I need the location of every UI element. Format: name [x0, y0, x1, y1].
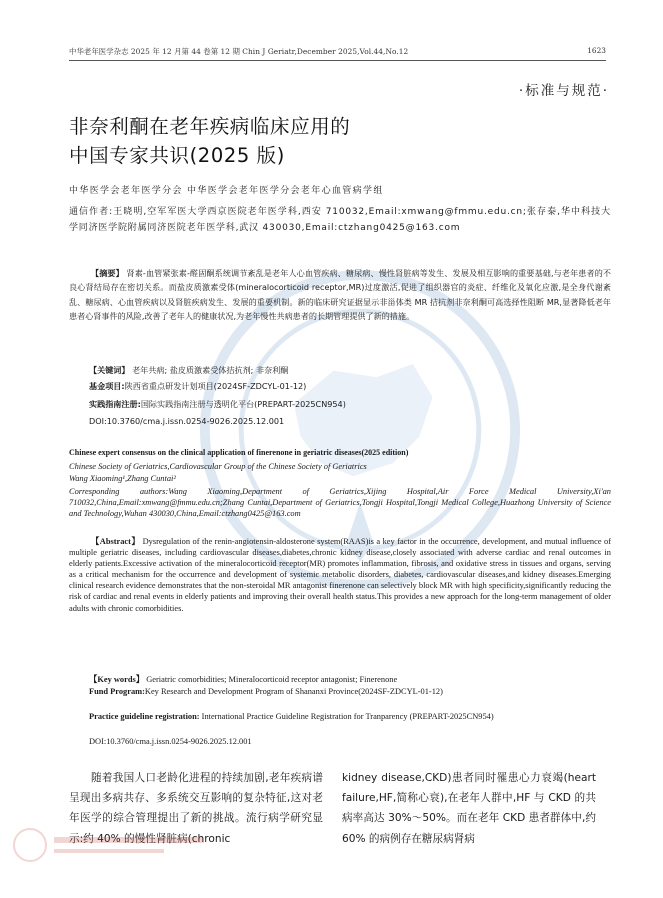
- fund-en-text: Key Research and Development Program of Shananxi Province(2024SF-ZDCYL-01-12): [144, 687, 443, 696]
- keywords-zh-text: 老年共病; 盐皮质激素受体拮抗剂; 非奈利酮: [132, 365, 289, 375]
- fund-zh-label: 基金项目:: [89, 381, 125, 391]
- author-organizations: 中华医学会老年医学分会 中华医学会老年医学分会老年心血管病学组: [69, 186, 384, 196]
- title-line-1: 非奈利酮在老年疾病临床应用的: [69, 115, 351, 138]
- abstract-en: [69, 536, 611, 614]
- title-line-2: 中国专家共识(2025 版): [69, 144, 285, 167]
- fund-zh-text: 陕西省重点研发计划项目(2024SF-ZDCYL-01-12): [124, 381, 307, 391]
- doi-en: DOI:10.3760/cma.j.issn.0254-9026.2025.12.001: [89, 737, 252, 746]
- article-title: [69, 112, 350, 170]
- registration-zh-text: 国际实践指南注册与透明化平台(PREPART-2025CN954): [140, 399, 346, 409]
- english-orgs: Chinese Society of Geriatrics,Cardiovascular Group of the Chinese Society of Geriatrics: [69, 462, 367, 471]
- registration-en-text: International Practice Guideline Registration for Tranparency (PREPART-2025CN954): [201, 712, 494, 721]
- keywords-en: [69, 674, 611, 685]
- abstract-en-label: 【Abstract】: [91, 537, 141, 546]
- body-column-right: kidney disease,CKD)患者同时罹患心力衰竭(heart failure,HF,简称心衰),在老年人群中,HF 与 CKD 的共病率高达 30%～50%。而在老年 CKD 患者群体中,约 60% 的病例存在糖尿病肾病: [342, 772, 596, 845]
- abstract-en-text: Dysregulation of the renin-angiotensin-aldosterone system(RAAS)is a key factor in the occurrence, development, and mutual influence of multiple geriatric diseases, including cardiovascular diseases,diabetes,chronic kidney disease,closely associated with adverse cardiac and renal outcomes in elderly patients.Excessive activation of the mineralocorticoid receptor(MR) promotes inflammation, fibrosis, and oxidative stress in tissues and organs, serving as a critical mechanism for the occurrence and development of systemic metabolic disorders, diabetes, cardiovascular diseases,and kidney diseases.Emerging clinical research evidence demonstrates that the non-steroidal MR antagonist finerenone can selectively block MR with high specificity,significantly reducing the risk of cardiac and renal events in elderly patients and improving their overall health status.This provides a new approach for the long-term management of older adults with chronic comorbidities.: [69, 537, 611, 613]
- english-corresponding: Corresponding authors:Wang Xiaoming,Department of Geriatrics,Xijing Hospital,Air Force Medical University,Xi'an 710032,China,Email:xmwang@fmmu.edu.cn;Zhang Cuntai,Department of Geriatrics,Tongji Hospital,Tongji Medical College,Huazhong University of Science and Technology,Wuhan 430030,China,Email:ctzhang0425@163.com: [69, 487, 611, 519]
- fund-zh: [89, 381, 306, 392]
- journal-header: 中华老年医学杂志 2025 年 12 月第 44 卷第 12 期 Chin J Geriatr,December 2025,Vol.44,No.12: [69, 47, 409, 56]
- keywords-zh: [89, 365, 288, 376]
- keywords-en-label: 【Key words】: [89, 675, 145, 684]
- doi-zh: DOI:10.3760/cma.j.issn.0254-9026.2025.12.001: [89, 416, 285, 426]
- fund-en: [69, 686, 611, 697]
- english-title: Chinese expert consensus on the clinical application of finerenone in geriatric diseases(2025 edition): [69, 448, 409, 457]
- registration-zh-label: 实践指南注册:: [89, 399, 141, 409]
- fund-en-label: Fund Program:: [89, 687, 145, 696]
- abstract-zh: [69, 266, 611, 324]
- keywords-zh-label: 【关键词】: [89, 365, 130, 375]
- abstract-zh-label: 【摘要】: [91, 268, 124, 278]
- registration-en: [69, 711, 611, 722]
- corresponding-authors: 通信作者:王晓明,空军军医大学西京医院老年医学科,西安 710032,Email:xmwang@fmmu.edu.cn;张存泰,华中科技大学同济医学院附属同济医院老年医学科,武汉 430030,Email:ctzhang0425@163.com: [69, 207, 611, 233]
- english-authors: Wang Xiaoming¹,Zhang Cuntai²: [69, 474, 176, 483]
- registration-zh: [89, 399, 346, 410]
- registration-en-label: Practice guideline registration:: [89, 712, 200, 721]
- section-tag: ·标准与规范·: [518, 83, 609, 99]
- abstract-zh-text: 肾素-血管紧张素-醛固酮系统调节紊乱是老年人心血管疾病、糖尿病、慢性肾脏病等发生、发展及相互影响的重要基础,与老年患者的不良心肾结局存在密切关系。而盐皮质激素受体(mineralocorticoid receptor,MR)过度激活,促进了组织器官的炎症、纤维化及氧化应激,是全身代谢紊乱、糖尿病、心血管疾病以及肾脏疾病发生、发展的重要机制。新的临床研究证据显示非甾体类 MR 拮抗剂非奈利酮可高选择性阻断 MR,显著降低老年患者心肾事件的风险,改善了老年人的健康状况,为老年慢性共病患者的长期管理提供了新的措施。: [69, 268, 611, 322]
- body-column-left: 随着我国人口老龄化进程的持续加剧,老年疾病谱呈现出多病共存、多系统交互影响的复杂特征,这对老年医学的综合管理提出了新的挑战。流行病学研究显示:约 40% 的慢性肾脏病(chronic: [69, 772, 323, 845]
- header-divider: [69, 60, 606, 61]
- page-number: 1623: [587, 46, 606, 55]
- keywords-en-text: Geriatric comorbidities; Mineralocorticoid receptor antagonist; Finerenone: [146, 675, 398, 684]
